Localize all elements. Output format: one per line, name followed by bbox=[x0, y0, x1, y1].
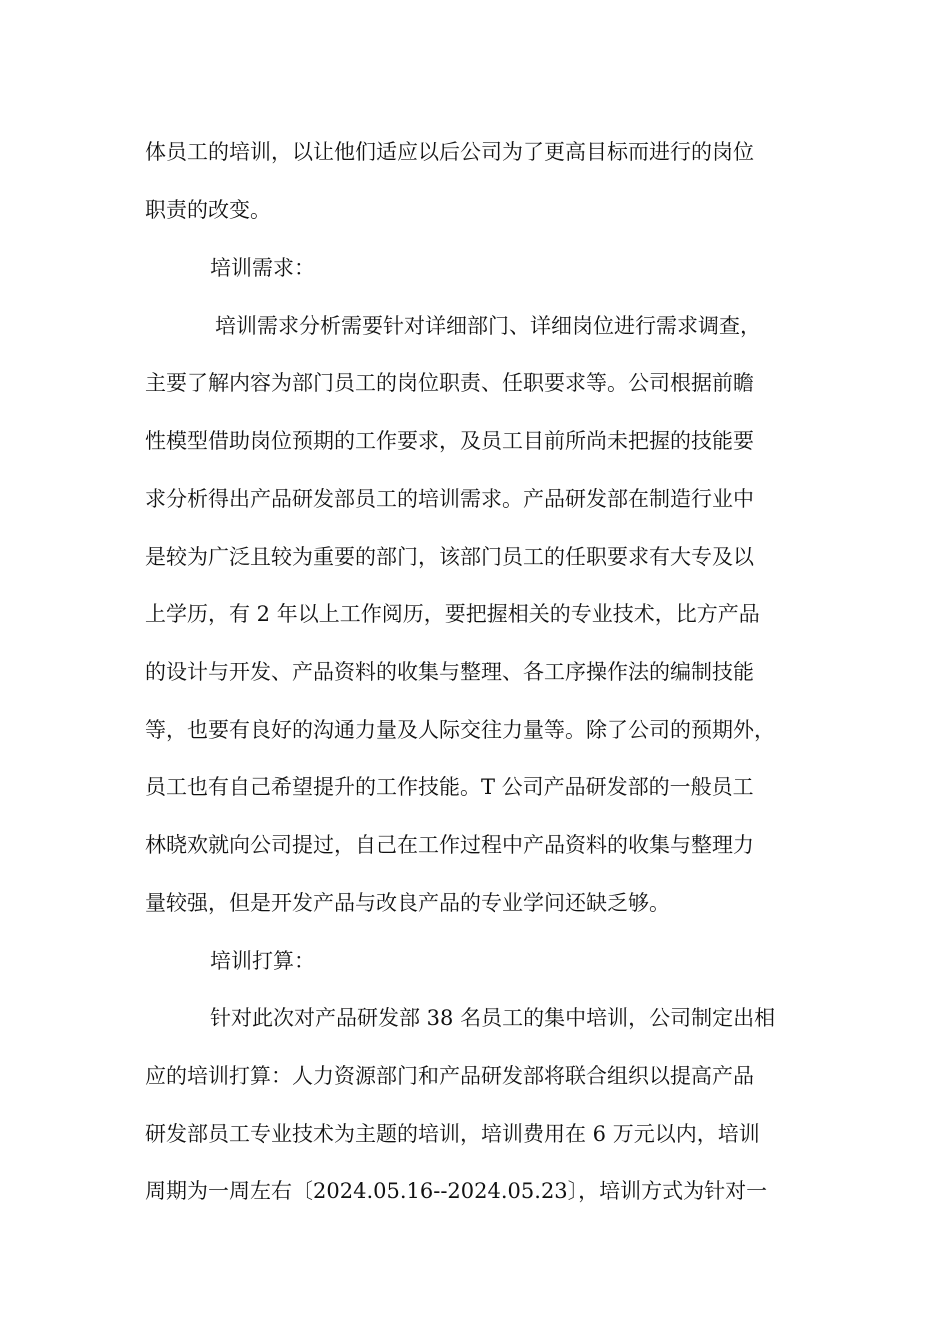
body-line: 求分析得出产品研发部员工的培训需求。产品研发部在制造行业中 bbox=[145, 487, 754, 511]
body-line: 周期为一周左右〔2024.05.16--2024.05.23〕，培训方式为针对一 bbox=[145, 1179, 768, 1203]
body-line: 是较为广泛且较为重要的部门，该部门员工的任职要求有大专及以 bbox=[145, 545, 754, 569]
body-line: 的设计与开发、产品资料的收集与整理、各工序操作法的编制技能 bbox=[145, 660, 754, 684]
body-line: 林晓欢就向公司提过，自己在工作过程中产品资料的收集与整理力 bbox=[145, 833, 754, 857]
body-line: 量较强，但是开发产品与改良产品的专业学问还缺乏够。 bbox=[145, 891, 670, 915]
section-heading-training-plan: 培训打算： bbox=[210, 949, 315, 973]
body-line: 针对此次对产品研发部 38 名员工的集中培训，公司制定出相 bbox=[210, 1006, 776, 1030]
section-heading-training-needs: 培训需求： bbox=[210, 256, 315, 280]
body-line: 等，也要有良好的沟通力量及人际交往力量等。除了公司的预期外， bbox=[145, 718, 775, 742]
body-line: 应的培训打算：人力资源部门和产品研发部将联合组织以提高产品 bbox=[145, 1064, 754, 1088]
body-line: 职责的改变。 bbox=[145, 198, 271, 222]
body-line: 主要了解内容为部门员工的岗位职责、任职要求等。公司根据前瞻 bbox=[145, 371, 754, 395]
body-line: 上学历，有 2 年以上工作阅历，要把握相关的专业技术，比方产品 bbox=[145, 602, 760, 626]
body-line: 培训需求分析需要针对详细部门、详细岗位进行需求调查， bbox=[215, 314, 761, 338]
body-line: 体员工的培训，以让他们适应以后公司为了更高目标而进行的岗位 bbox=[145, 140, 754, 164]
body-line: 员工也有自己希望提升的工作技能。T 公司产品研发部的一般员工 bbox=[145, 775, 754, 799]
body-line: 性模型借助岗位预期的工作要求，及员工目前所尚未把握的技能要 bbox=[145, 429, 754, 453]
body-line: 研发部员工专业技术为主题的培训，培训费用在 6 万元以内，培训 bbox=[145, 1122, 760, 1146]
